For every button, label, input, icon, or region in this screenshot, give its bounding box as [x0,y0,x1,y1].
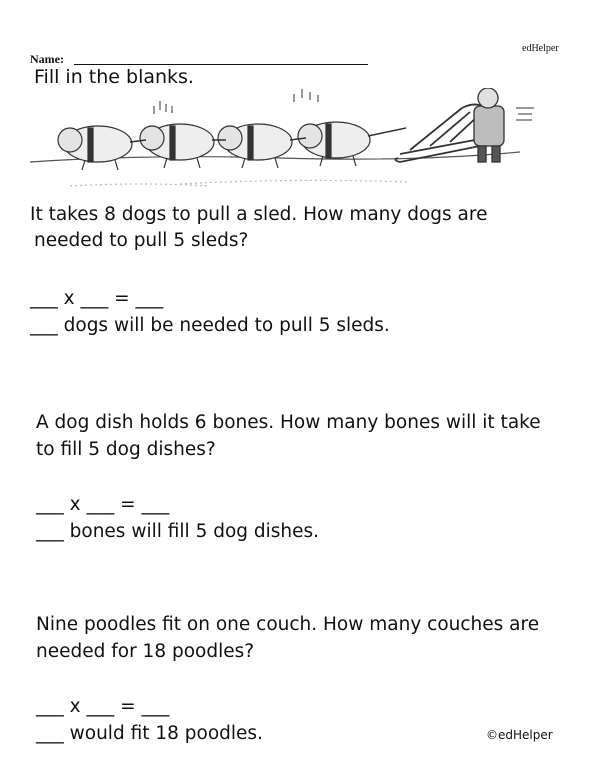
problem-1-answer[interactable]: ___ dogs will be needed to pull 5 sleds. [30,315,390,336]
instructions: Fill in the blanks. [34,66,194,88]
problem-3-answer[interactable]: ___ would fit 18 poodles. [36,723,263,744]
dog-sled-illustration [30,88,550,198]
problem-2-question-line-1: A dog dish holds 6 bones. How many bones will it take [36,412,541,433]
name-label: Name: [30,52,64,66]
musher [474,88,534,162]
name-blank-line[interactable] [74,64,368,65]
dog-2 [140,101,214,168]
problem-2-question-line-2: to fill 5 dog dishes? [36,439,216,460]
brand-label: edHelper [522,43,559,54]
dog-3 [218,124,292,168]
copyright-label: ©edHelper [486,728,553,742]
problem-1-question-line-2: needed to pull 5 sleds? [34,230,249,251]
problem-2-equation[interactable]: ___ x ___ = ___ [36,494,170,515]
problem-3-question-line-2: needed for 18 poodles? [36,641,255,662]
problem-2-answer[interactable]: ___ bones will fill 5 dog dishes. [36,521,320,542]
problem-1-question-line-1: It takes 8 dogs to pull a sled. How many dogs are [30,204,488,225]
problem-3-equation[interactable]: ___ x ___ = ___ [36,696,170,717]
problem-3-question-line-1: Nine poodles fit on one couch. How many couches are [36,614,540,635]
dog-1 [58,126,132,170]
problem-1-equation[interactable]: ___ x ___ = ___ [30,288,164,309]
dog-4 [294,89,370,166]
